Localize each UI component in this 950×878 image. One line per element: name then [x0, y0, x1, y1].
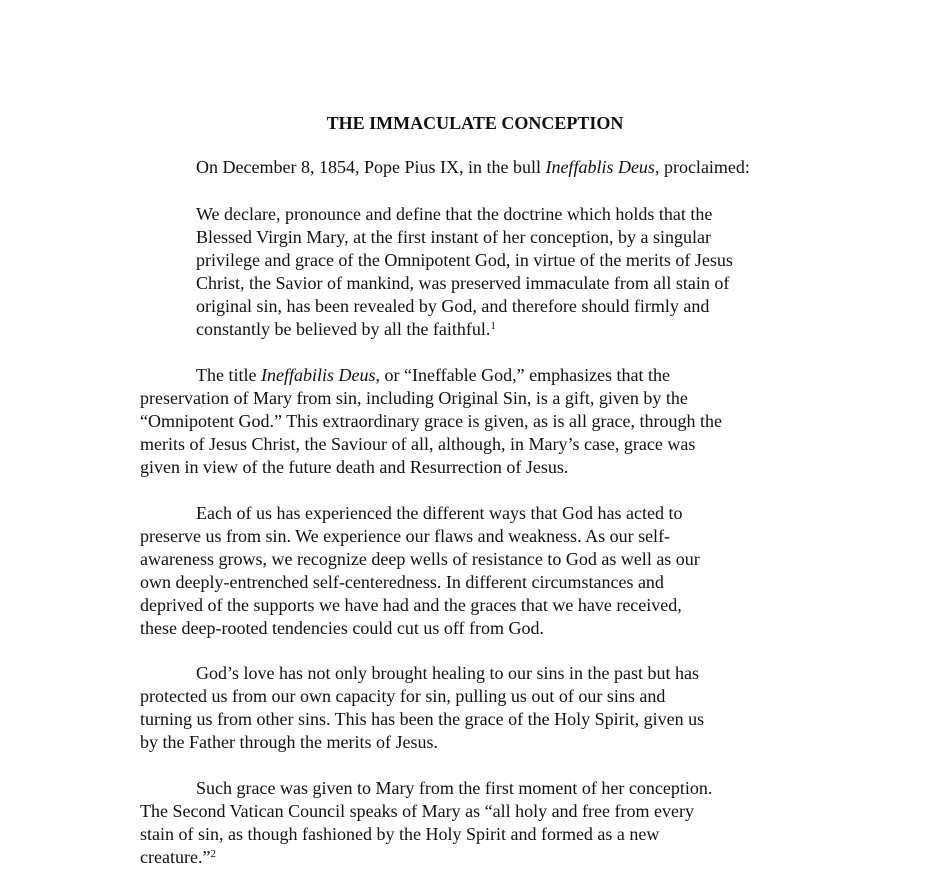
intro-paragraph: [140, 156, 750, 179]
paragraph-line: The Second Vatican Council speaks of Mary as “all holy and free from every: [140, 801, 694, 821]
quote-line-last: [196, 318, 733, 341]
block-quote: [196, 203, 733, 341]
paragraph-first-line: Each of us has experienced the different ways that God has acted to: [196, 503, 683, 523]
paragraph-first-line: [140, 364, 722, 387]
paragraph-text: The title: [196, 365, 261, 385]
quote-line: Christ, the Savior of mankind, was preserved immaculate from all stain of: [196, 273, 730, 293]
quote-line: Blessed Virgin Mary, at the first instant of her conception, by a singular: [196, 227, 711, 247]
intro-text-after: , proclaimed:: [654, 157, 750, 177]
quote-line: original sin, has been revealed by God, and therefore should firmly and: [196, 296, 710, 316]
paragraph-first-line: God’s love has not only brought healing to our sins in the past but has: [196, 663, 699, 683]
paragraph-line: merits of Jesus Christ, the Saviour of all, although, in Mary’s case, grace was: [140, 434, 696, 454]
paragraph-line: turning us from other sins. This has been the grace of the Holy Spirit, given us: [140, 709, 705, 729]
paragraph-line: stain of sin, as though fashioned by the Holy Spirit and formed as a new: [140, 824, 660, 844]
footnote-marker: 1: [490, 320, 496, 332]
paragraph-first-line: Such grace was given to Mary from the first moment of her conception.: [196, 778, 713, 798]
footnote-marker: 2: [210, 848, 216, 860]
paragraph-text: creature.”: [140, 847, 211, 867]
body-paragraph: [140, 777, 712, 869]
body-paragraph: [140, 662, 704, 754]
intro-text-before: On December 8, 1854, Pope Pius IX, in the bull: [196, 157, 546, 177]
bull-name: Ineffabilis Deus: [260, 365, 376, 385]
paragraph-line: own deeply-entrenched self-centeredness. In different circumstances and: [140, 572, 664, 592]
quote-line-text: constantly be believed by all the faithful.: [196, 319, 491, 339]
paragraph-line: awareness grows, we recognize deep wells of resistance to God as well as our: [140, 549, 700, 569]
paragraph-text: , or “Ineffable God,” emphasizes that the: [375, 365, 671, 385]
quote-line: privilege and grace of the Omnipotent God, in virtue of the merits of Jesus: [196, 250, 733, 270]
paragraph-line: preserve us from sin. We experience our flaws and weakness. As our self-: [140, 526, 671, 546]
body-paragraph: [140, 502, 700, 640]
quote-line: We declare, pronounce and define that the doctrine which holds that the: [196, 204, 713, 224]
paragraph-line: “Omnipotent God.” This extraordinary grace is given, as is all grace, through the: [140, 411, 722, 431]
page-title: THE IMMACULATE CONCEPTION: [326, 113, 624, 133]
paragraph-line: by the Father through the merits of Jesus.: [140, 732, 438, 752]
paragraph-line-last: [140, 846, 712, 869]
bull-name: Ineffablis Deus: [545, 157, 655, 177]
paragraph-line: these deep-rooted tendencies could cut us off from God.: [140, 618, 545, 638]
paragraph-line: given in view of the future death and Resurrection of Jesus.: [140, 457, 569, 477]
paragraph-line: deprived of the supports we have had and the graces that we have received,: [140, 595, 682, 615]
paragraph-line: preservation of Mary from sin, including Original Sin, is a gift, given by the: [140, 388, 688, 408]
body-paragraph: [140, 364, 722, 479]
paragraph-line: protected us from our own capacity for sin, pulling us out of our sins and: [140, 686, 666, 706]
